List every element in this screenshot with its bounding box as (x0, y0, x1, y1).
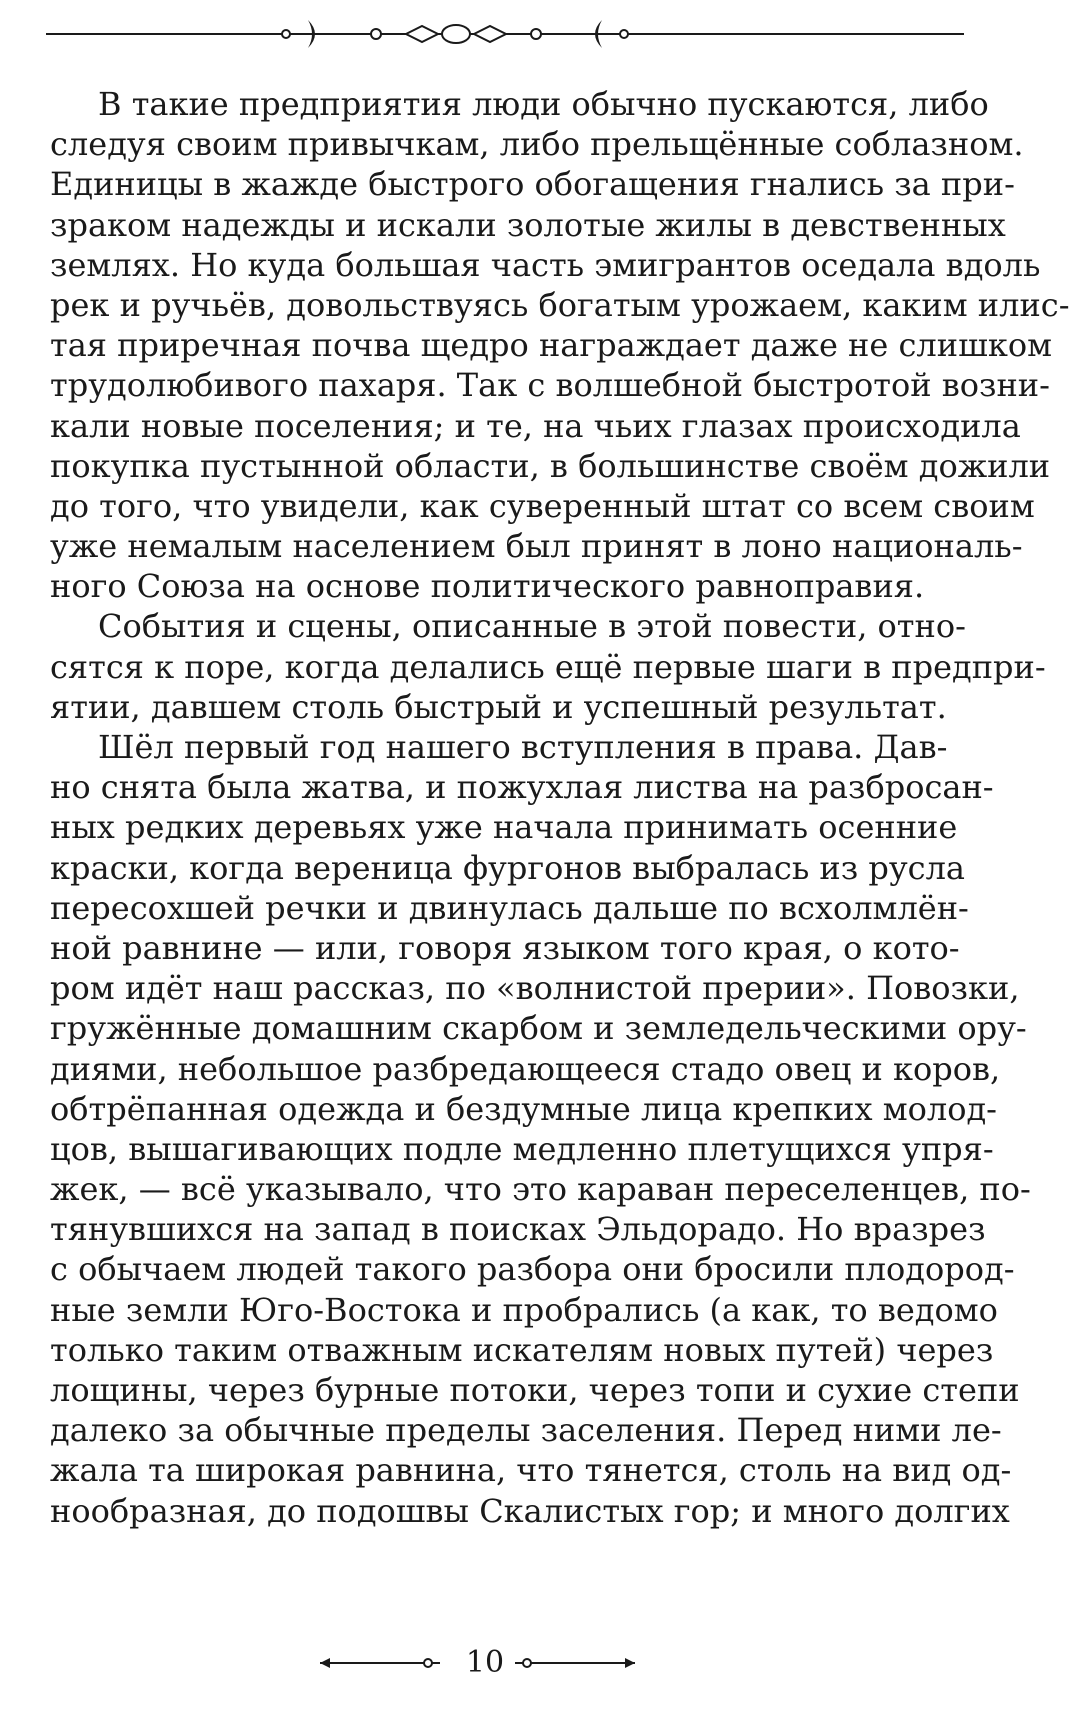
text-line: зраком надежды и искали золотые жилы в девственных (50, 205, 1006, 244)
text-line: трудолюбивого пахаря. Так с волшебной быстротой возни- (50, 366, 1050, 405)
text-line: ятии, давшем столь быстрый и успешный результат. (50, 687, 947, 726)
text-line: ной равнине — или, говоря языком того края, о кото- (50, 928, 960, 967)
text-line: жала та широкая равнина, что тянется, столь на вид од- (50, 1451, 1012, 1490)
text-line: но снята была жатва, и пожухлая листва на разбросан- (50, 768, 994, 807)
text-line: События и сцены, описанные в этой повести, отно- (98, 607, 966, 646)
text-line: жек, — всё указывало, что это караван переселенцев, по- (50, 1170, 1031, 1209)
text-line: ного Союза на основе политического равноправия. (50, 567, 925, 606)
text-line: кали новые поселения; и те, на чьих глазах происходила (50, 406, 1021, 445)
text-line: рек и ручьёв, довольствуясь богатым урожаем, каким илис- (50, 285, 1070, 324)
text-line: тая приречная почва щедро награждает даже не слишком (50, 326, 1052, 365)
text-line: цов, вышагивающих подле медленно плетущихся упря- (50, 1129, 994, 1168)
text-line: только таким отважным искателям новых путей) через (50, 1330, 994, 1369)
page-number: 10 (465, 1645, 505, 1680)
text-line: до того, что увидели, как суверенный штат со всем своим (50, 486, 1035, 525)
text-line: тянувшихся на запад в поисках Эльдорадо. Но вразрез (50, 1210, 986, 1249)
text-line: Шёл первый год нашего вступления в права. Дав- (98, 728, 948, 766)
text-line: нообразная, до подошвы Скалистых гор; и много долгих (50, 1491, 1010, 1530)
text-line: обтрёпанная одежда и бездумные лица крепких молод- (50, 1089, 997, 1128)
text-line: Единицы в жажде быстрого обогащения гнались за при- (50, 165, 1015, 204)
text-line: землях. Но куда большая часть эмигрантов оседала вдоль (50, 245, 1041, 284)
text-line: покупка пустынной области, в большинстве своём дожили (50, 446, 1051, 485)
text-line: ные земли Юго-Востока и пробрались (а как, то ведомо (50, 1290, 998, 1329)
text-line: следуя своим привычкам, либо прельщённые соблазном. (50, 125, 1024, 164)
text-line: диями, небольшое разбредающееся стадо овец и коров, (50, 1049, 1001, 1088)
text-line: пересохшей речки и двинулась дальше по всхолмлён- (50, 888, 969, 927)
text-line: с обычаем людей такого разбора они бросили плодород- (50, 1250, 1015, 1289)
text-line: далеко за обычные пределы заселения. Перед ними ле- (50, 1411, 1002, 1450)
text-line: краски, когда вереница фургонов выбралась из русла (50, 848, 965, 887)
text-line: ром идёт наш рассказ, по «волнистой прерии». Повозки, (50, 969, 1020, 1008)
text-line: ных редких деревьях уже начала принимать осенние (50, 808, 958, 847)
text-line: гружённые домашним скарбом и земледельческими ору- (50, 1009, 1027, 1048)
text-line: сятся к поре, когда делались ещё первые шаги в предпри- (50, 647, 1046, 686)
body-text (50, 84, 1070, 1531)
text-line: лощины, через бурные потоки, через топи и сухие степи (50, 1371, 1020, 1409)
text-line: уже немалым населением был принят в лоно националь- (50, 527, 1023, 566)
text-line: В такие предприятия люди обычно пускаются, либо (98, 85, 989, 123)
top-ornament (46, 14, 964, 54)
